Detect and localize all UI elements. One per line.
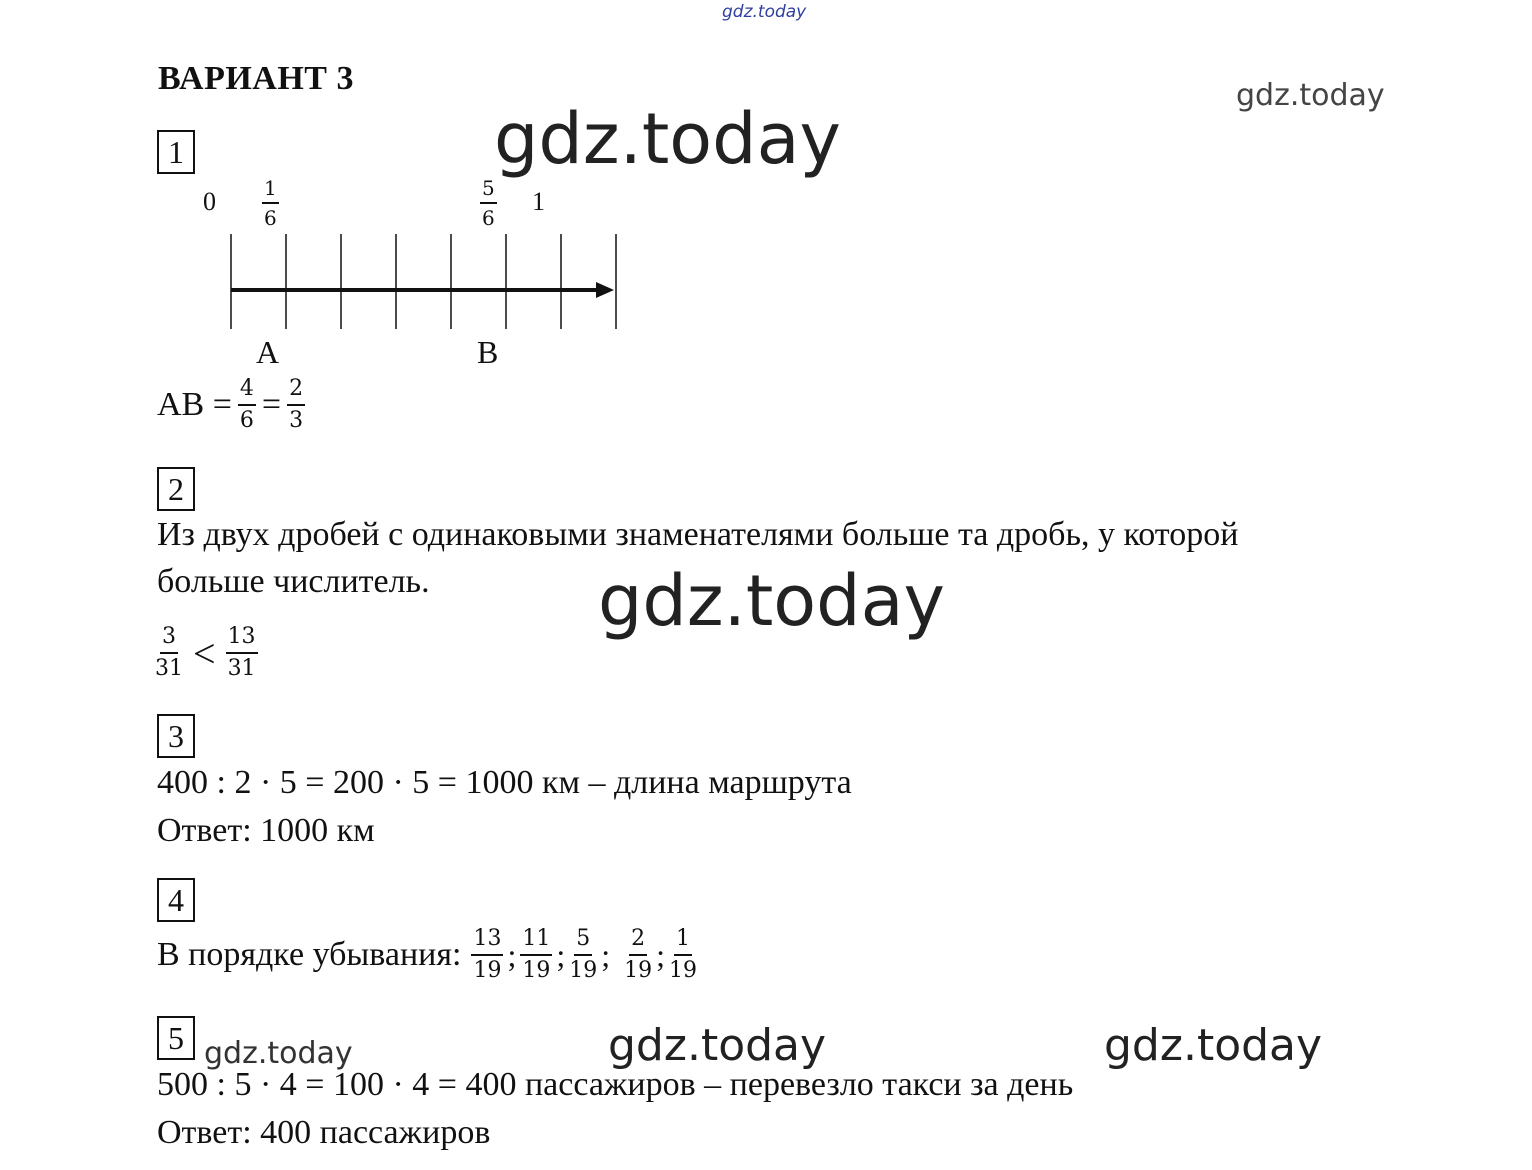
task-2-line-2: больше числитель. (157, 563, 430, 600)
axis-label-one-sixth: $\frac{1}{6}$ (264, 176, 277, 230)
axis-label-five-sixths: $\frac{5}{6}$ (482, 176, 495, 230)
watermark-right: gdz.today (1236, 78, 1385, 113)
task-4-sequence: В порядке убывания: $\frac{13}{19}$ ; $\frac{11}{19}$ ; $\frac{5}{19}$ ; $\frac{2}{19}$ ; $\frac{1}{19}$ (157, 926, 698, 983)
task-2-comparison: $\frac{3}{31}$ < $\frac{13}{31}$ (155, 624, 256, 681)
fraction: $\frac{13}{31}$ (227, 624, 256, 681)
number-line (220, 230, 630, 335)
fraction: $\frac{5}{19}$ (569, 926, 598, 983)
watermark-large-1: gdz.today (494, 98, 841, 180)
task-4-number: 4 (157, 878, 195, 922)
task-2-number: 2 (157, 467, 195, 511)
axis-label-zero: 0 (203, 187, 216, 216)
fraction: $\frac{2}{3}$ (289, 376, 304, 433)
fraction: $\frac{3}{31}$ (155, 624, 183, 681)
watermark-bottom-right: gdz.today (1104, 1020, 1323, 1071)
ab-equation: AB = $\frac{4}{6}$ = $\frac{2}{3}$ (157, 376, 304, 433)
task-3-answer: Ответ: 1000 км (157, 812, 375, 849)
task-5-answer: Ответ: 400 пассажиров (157, 1114, 491, 1151)
watermark-bottom-center: gdz.today (608, 1020, 827, 1071)
number-line-ticks (231, 234, 616, 329)
fraction: $\frac{1}{19}$ (669, 926, 698, 983)
axis-label-one: 1 (532, 187, 545, 216)
task-5-line-1: 500 : 5 · 4 = 100 · 4 = 400 пассажиров – перевезло такси за день (157, 1066, 1074, 1103)
page-title: ВАРИАНТ 3 (158, 60, 354, 97)
point-b-label: B (477, 334, 499, 370)
watermark-bottom-small: gdz.today (204, 1036, 353, 1071)
task-1-number: 1 (157, 130, 195, 174)
task-5-number: 5 (157, 1016, 195, 1060)
fraction: $\frac{11}{19}$ (522, 926, 551, 983)
task-3-number: 3 (157, 714, 195, 758)
task-2-line-1: Из двух дробей с одинаковыми знаменателями больше та дробь, у которой (157, 516, 1239, 553)
arrow-head-icon (596, 282, 614, 298)
watermark-top: gdz.today (722, 2, 807, 22)
fraction: $\frac{4}{6}$ (239, 376, 254, 433)
task-3-line-1: 400 : 2 · 5 = 200 · 5 = 1000 км – длина маршрута (157, 764, 852, 801)
watermark-large-2: gdz.today (598, 560, 945, 642)
point-a-label: A (256, 334, 280, 370)
fraction: $\frac{2}{19}$ (624, 926, 653, 983)
fraction: $\frac{13}{19}$ (473, 926, 502, 983)
